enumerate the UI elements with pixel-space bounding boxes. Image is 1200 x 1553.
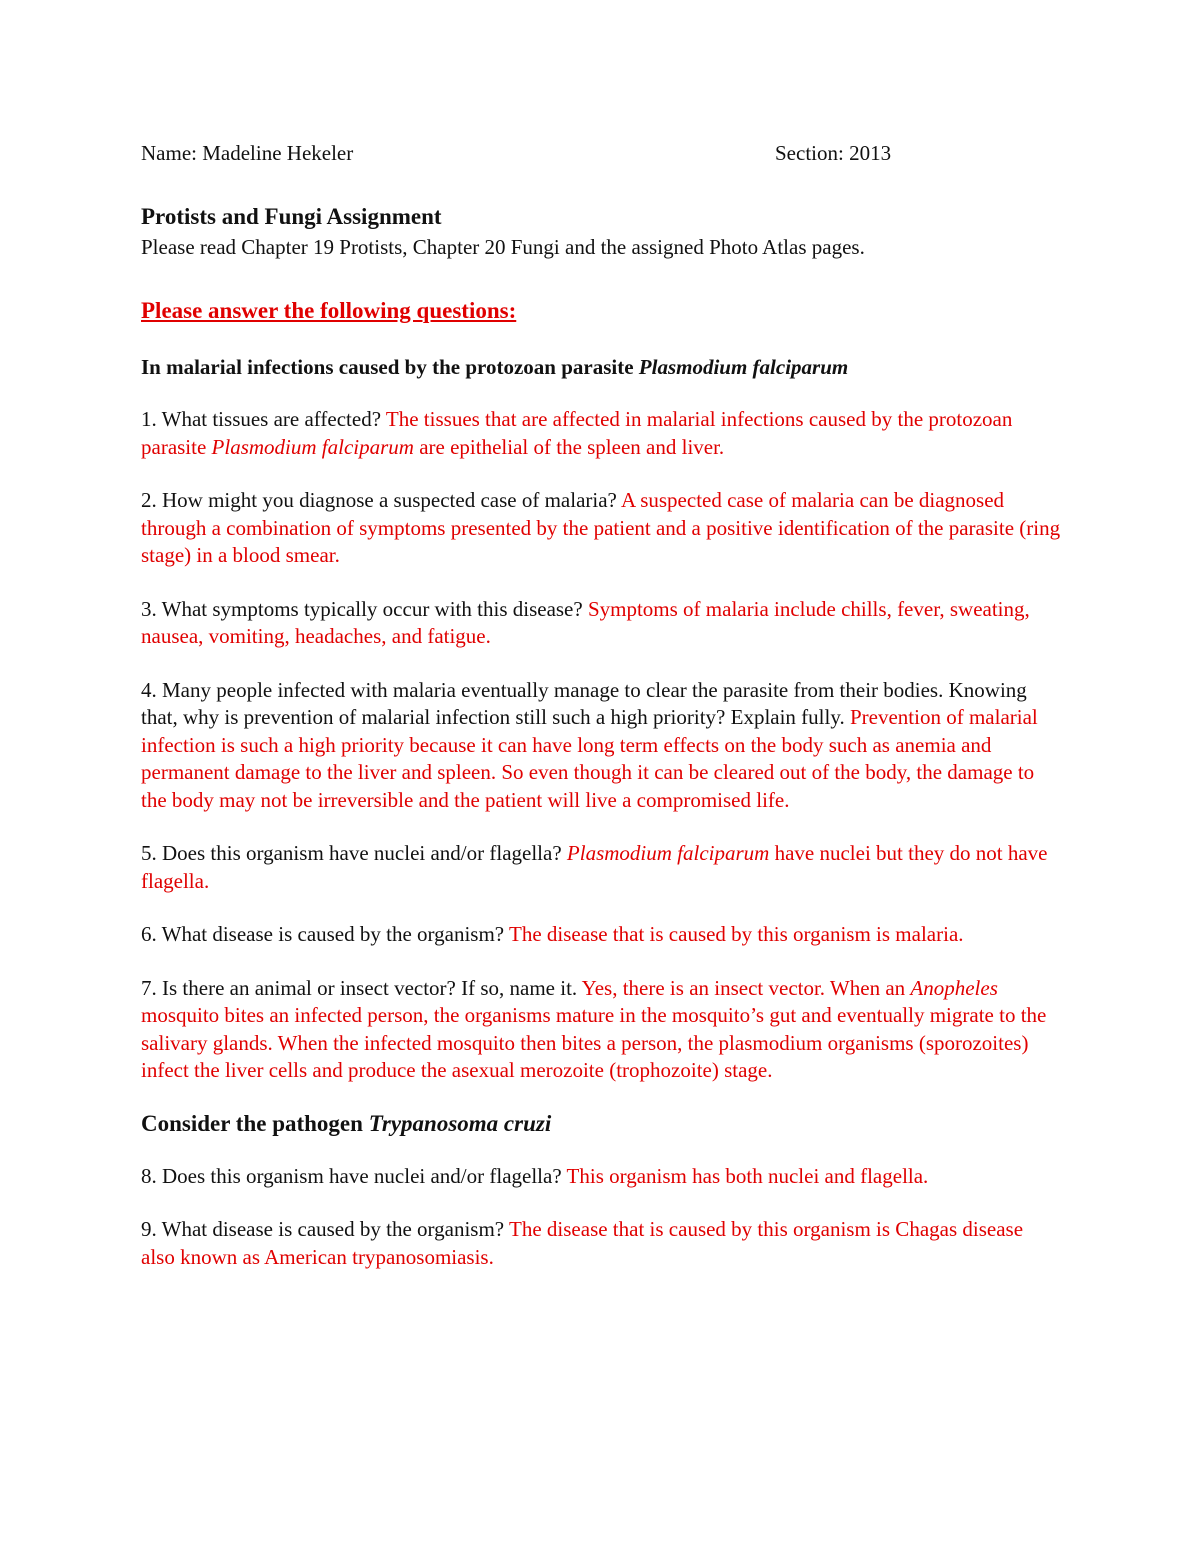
answer-3: Symptoms of malaria include chills, fever, sweating, nausea, vomiting, headaches, and fatigue. <box>141 596 1030 648</box>
answer-1-part-a: The tissues that are affected in malarial infections caused by the protozoan parasite <box>141 407 1013 459</box>
answer-7-organism: Anopheles <box>910 975 998 1000</box>
part2-heading-text: Consider the pathogen <box>141 1110 369 1136</box>
student-name: Name: Madeline Hekeler <box>141 141 354 165</box>
question-5 <box>141 840 1061 895</box>
question-6-text: 6. What disease is caused by the organism? <box>141 922 510 946</box>
document-page <box>141 140 1061 1271</box>
part1-heading <box>141 354 1061 382</box>
question-7 <box>141 975 1061 1085</box>
header-row <box>141 140 1061 170</box>
part2-heading-organism: Trypanosoma cruzi <box>368 1110 552 1136</box>
question-7-text: 7. Is there an animal or insect vector? If so, name it. <box>141 975 582 1000</box>
questions-heading: Please answer the following questions: <box>141 297 517 323</box>
question-6 <box>141 921 1061 949</box>
answer-7-part-b: mosquito bites an infected person, the organisms mature in the mosquito’s gut and eventually migrate to the salivary glands. When the infected mosquito then bites a person, the plasmodium organisms (sporozoites) infect the liver cells and produce the asexual merozoite (trophozoite) stage. <box>141 1003 1047 1082</box>
question-3-text: 3. What symptoms typically occur with this disease? <box>141 596 588 621</box>
answer-1-organism: Plasmodium falciparum <box>211 434 414 459</box>
question-8 <box>141 1163 1061 1191</box>
question-8-text: 8. Does this organism have nuclei and/or flagella? <box>141 1163 567 1188</box>
answer-4: Prevention of malarial infection is such a high priority because it can have long term effects on the body such as anemia and permanent damage to the liver and spleen. So even though it can be cleared out of the body, the damage to the body may not be irreversible and the patient will live a compromised life. <box>141 705 1038 812</box>
question-5-text: 5. Does this organism have nuclei and/or flagella? <box>141 841 567 865</box>
question-9 <box>141 1216 1061 1271</box>
question-1-text: 1. What tissues are affected? <box>141 407 386 431</box>
answer-9: The disease that is caused by this organism is Chagas disease also known as American trypanosomiasis. <box>141 1217 1024 1269</box>
question-4 <box>141 677 1061 815</box>
answer-8: This organism has both nuclei and flagella. <box>566 1163 929 1188</box>
instructions: Please read Chapter 19 Protists, Chapter 20 Fungi and the assigned Photo Atlas pages. <box>141 235 865 259</box>
answer-5-part-b: have nuclei but they do not have flagella. <box>141 841 1048 893</box>
question-3 <box>141 596 1061 651</box>
answer-2: A suspected case of malaria can be diagnosed through a combination of symptoms presented by the patient and a positive identification of the parasite (ring stage) in a blood smear. <box>141 488 1061 567</box>
question-2-text: 2. How might you diagnose a suspected case of malaria? <box>141 488 621 512</box>
question-1 <box>141 406 1061 461</box>
question-4-text: 4. Many people infected with malaria eventually manage to clear the parasite from their bodies. Knowing that, why is prevention of malarial infection still such a high priority? Explain fully. <box>141 677 1027 729</box>
answer-6: The disease that is caused by this organism is malaria. <box>509 922 964 946</box>
answer-1-part-b: are epithelial of the spleen and liver. <box>413 434 725 459</box>
document-title: Protists and Fungi Assignment <box>141 204 442 229</box>
section-number: Section: 2013 <box>775 141 892 165</box>
question-2 <box>141 487 1061 570</box>
answer-5-organism: Plasmodium falciparum <box>566 841 770 865</box>
answer-7-part-a: Yes, there is an insect vector. When an <box>581 975 911 1000</box>
question-9-text: 9. What disease is caused by the organism? <box>141 1217 510 1241</box>
part1-heading-text: In malarial infections caused by the protozoan parasite <box>141 354 639 379</box>
part1-heading-organism: Plasmodium falciparum <box>638 354 849 379</box>
part2-heading <box>141 1110 1061 1138</box>
